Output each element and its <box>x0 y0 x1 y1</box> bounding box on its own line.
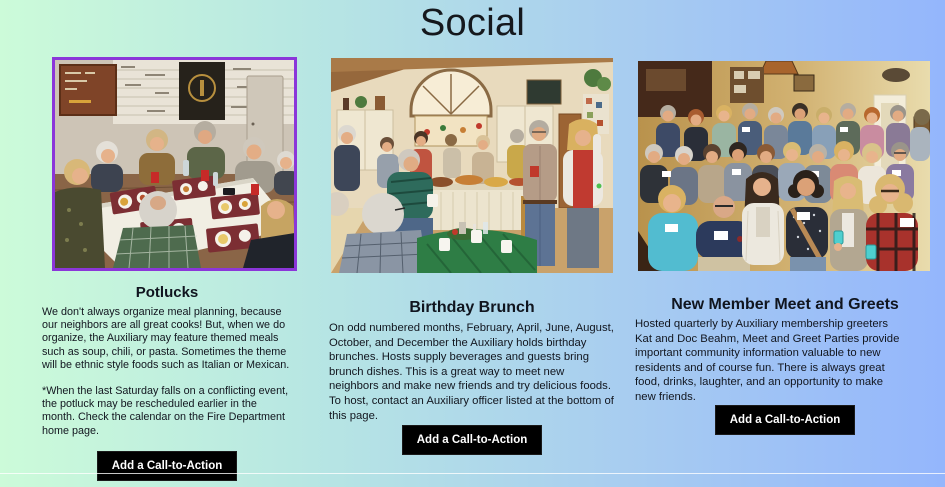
potlucks-paragraph-1: We don't always organize meal planning, because our neighbors are all great cooks! But, when we do organize, the Auxiliary may feature themed meals such as soup, chili, or pasta. Sometimes the theme will be ethnic style foods such as Italian or Mexican. <box>42 306 290 371</box>
new-member-heading: New Member Meet and Greets <box>671 296 899 313</box>
potlucks-photo <box>52 57 297 271</box>
section-new-member-meet-and-greets <box>635 57 935 435</box>
new-member-cta-button[interactable]: Add a Call-to-Action <box>715 405 856 435</box>
section-divider <box>0 473 945 474</box>
page-title: Social <box>419 2 526 44</box>
potlucks-paragraph-2: *When the last Saturday falls on a conflicting event, the potluck may be rescheduled earlier in the month. Check the calendar on the Fire Department home page. <box>42 385 289 437</box>
birthday-brunch-heading: Birthday Brunch <box>409 299 535 316</box>
new-member-paragraph: Hosted quarterly by Auxiliary membership greeters Kat and Doc Beahm, Meet and Greet Parties provide important community information valuable to new residents and of course fun. There is always great food, drinks, laughter, and an opportunity to make new friends. <box>635 318 900 403</box>
birthday-brunch-photo <box>331 58 613 273</box>
new-member-meet-and-greet-photo <box>638 61 930 271</box>
section-potlucks <box>42 57 292 481</box>
birthday-brunch-cta-button[interactable]: Add a Call-to-Action <box>402 425 543 455</box>
birthday-brunch-paragraph: On odd numbered months, February, April, June, August, October, and December the Auxiliary holds birthday brunches. Hosts supply beverages and guests bring brunch dishes. This is a great way to meet new neighbors and make new friends and try delicious foods. To host, contact an Auxiliary officer listed at the bottom of this page. <box>329 322 614 422</box>
section-birthday-brunch <box>329 57 615 455</box>
potlucks-heading: Potlucks <box>135 284 199 301</box>
potlucks-cta-button[interactable]: Add a Call-to-Action <box>97 451 238 481</box>
